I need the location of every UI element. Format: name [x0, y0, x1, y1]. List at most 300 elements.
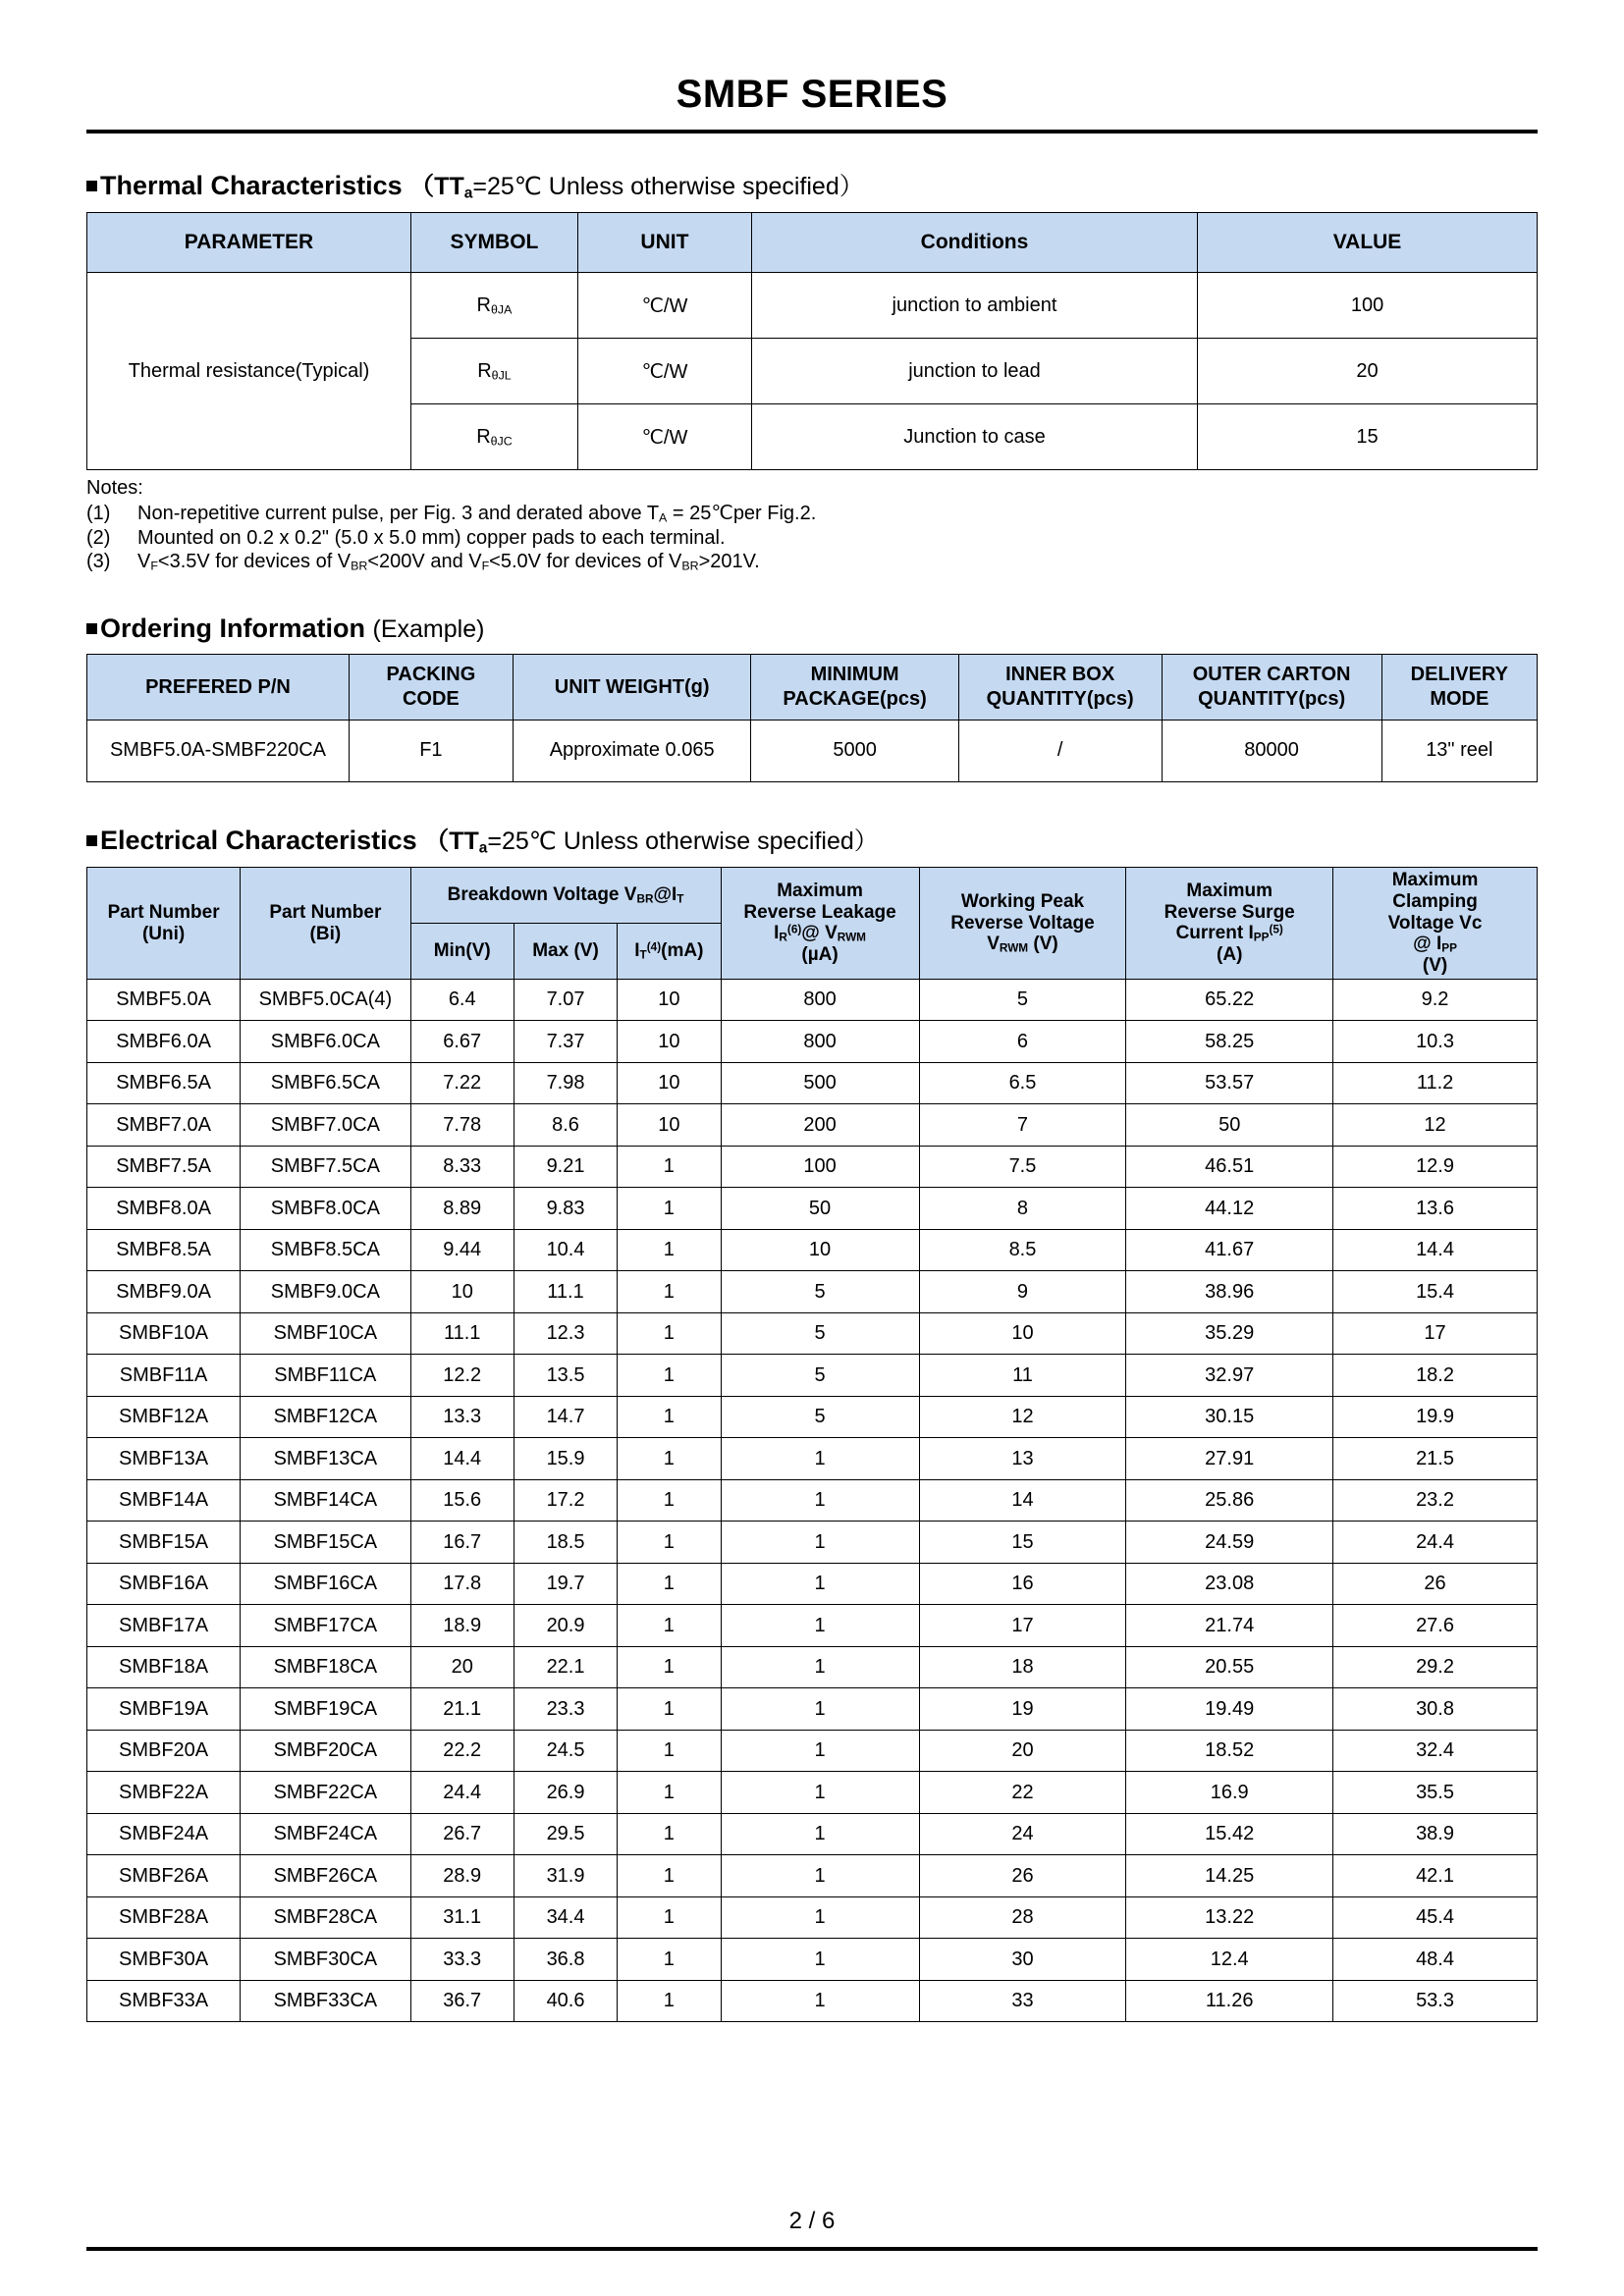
elec-col-breakdown-voltage-group: Breakdown Voltage $V_{BR}@I_T$: [410, 868, 721, 924]
elec-cell-vrwm: 22: [919, 1772, 1126, 1814]
table-row: [87, 1730, 1538, 1772]
elec-col-part-number-uni: Part Number (Uni): [87, 868, 241, 980]
elec-cell-vrwm: 6: [919, 1021, 1126, 1063]
elec-cell-bi: SMBF8.0CA: [241, 1188, 410, 1230]
elec-cell-ir: 1: [721, 1438, 919, 1480]
elec-cell-vc: 23.2: [1333, 1479, 1538, 1522]
elec-cell-ir: 1: [721, 1646, 919, 1688]
elec-cell-uni: SMBF22A: [87, 1772, 241, 1814]
elec-cell-ir: 200: [721, 1104, 919, 1147]
elec-cell-vrwm: 13: [919, 1438, 1126, 1480]
elec-cell-bi: SMBF10CA: [241, 1312, 410, 1355]
electrical-table-body: [87, 979, 1538, 2022]
elec-cell-it: 1: [618, 1688, 721, 1731]
elec-cell-min: 22.2: [410, 1730, 514, 1772]
table-row: [87, 1396, 1538, 1438]
elec-cell-ipp: 58.25: [1126, 1021, 1333, 1063]
elec-cell-uni: SMBF6.5A: [87, 1062, 241, 1104]
elec-cell-ipp: 15.42: [1126, 1813, 1333, 1855]
elec-cell-bi: SMBF33CA: [241, 1980, 410, 2022]
elec-cell-min: 8.89: [410, 1188, 514, 1230]
elec-cell-it: 1: [618, 1522, 721, 1564]
elec-cell-vrwm: 6.5: [919, 1062, 1126, 1104]
elec-cell-vc: 13.6: [1333, 1188, 1538, 1230]
table-row: [87, 273, 1538, 339]
list-item: [86, 526, 1538, 550]
elec-cell-bi: SMBF8.5CA: [241, 1229, 410, 1271]
elec-cell-uni: SMBF16A: [87, 1563, 241, 1605]
elec-cell-uni: SMBF20A: [87, 1730, 241, 1772]
page-footer: [86, 2208, 1538, 2251]
thermal-col-value: VALUE: [1198, 213, 1538, 273]
ordering-heading-label: Ordering Information: [100, 613, 365, 643]
elec-cell-vrwm: 11: [919, 1355, 1126, 1397]
elec-cell-max: 22.1: [514, 1646, 617, 1688]
elec-cell-vrwm: 19: [919, 1688, 1126, 1731]
ordering-col-minimum-package: MINIMUM PACKAGE(pcs): [751, 654, 958, 720]
ordering-section-heading: [86, 614, 1538, 644]
thermal-value: 100: [1198, 273, 1538, 339]
elec-cell-vrwm: 17: [919, 1605, 1126, 1647]
elec-cell-uni: SMBF7.5A: [87, 1146, 241, 1188]
elec-cell-uni: SMBF6.0A: [87, 1021, 241, 1063]
elec-cell-vrwm: 20: [919, 1730, 1126, 1772]
elec-cell-ipp: 21.74: [1126, 1605, 1333, 1647]
elec-cell-min: 12.2: [410, 1355, 514, 1397]
list-item: [86, 502, 1538, 526]
elec-cell-ipp: 44.12: [1126, 1188, 1333, 1230]
square-bullet-icon: [86, 623, 97, 634]
thermal-symbol: $R_{\theta JA}$: [411, 273, 578, 339]
square-bullet-icon: [86, 835, 97, 846]
elec-cell-bi: SMBF18CA: [241, 1646, 410, 1688]
table-row: [87, 720, 1538, 781]
elec-cell-it: 10: [618, 979, 721, 1021]
elec-cell-min: 24.4: [410, 1772, 514, 1814]
elec-cell-vc: 24.4: [1333, 1522, 1538, 1564]
note-number: (3): [86, 551, 111, 573]
elec-cell-ir: 1: [721, 1855, 919, 1897]
elec-cell-max: 17.2: [514, 1479, 617, 1522]
elec-cell-min: 14.4: [410, 1438, 514, 1480]
elec-cell-ipp: 38.96: [1126, 1271, 1333, 1313]
elec-cell-vc: 35.5: [1333, 1772, 1538, 1814]
elec-cell-bi: SMBF19CA: [241, 1688, 410, 1731]
elec-cell-uni: SMBF14A: [87, 1479, 241, 1522]
elec-cell-min: 20: [410, 1646, 514, 1688]
thermal-header-row: [87, 213, 1538, 273]
elec-cell-uni: SMBF9.0A: [87, 1271, 241, 1313]
elec-cell-it: 1: [618, 1980, 721, 2022]
electrical-characteristics-table: [86, 867, 1538, 2022]
page-title: SMBF SERIES: [676, 73, 948, 116]
thermal-symbol: $R_{\theta JC}$: [411, 404, 578, 470]
table-row: [87, 1438, 1538, 1480]
elec-cell-ir: 800: [721, 1021, 919, 1063]
thermal-symbol: $R_{\theta JL}$: [411, 339, 578, 404]
elec-cell-ir: 800: [721, 979, 919, 1021]
elec-cell-vc: 21.5: [1333, 1438, 1538, 1480]
thermal-heading-condition: （$TT_a=25℃$ Unless otherwise specified）: [409, 173, 864, 202]
elec-cell-vrwm: 7: [919, 1104, 1126, 1147]
elec-cell-it: 1: [618, 1855, 721, 1897]
elec-cell-bi: SMBF17CA: [241, 1605, 410, 1647]
elec-cell-max: 8.6: [514, 1104, 617, 1147]
elec-cell-uni: SMBF15A: [87, 1522, 241, 1564]
thermal-condition: junction to ambient: [751, 273, 1197, 339]
page-number: 2 / 6: [788, 2208, 836, 2234]
elec-cell-max: 14.7: [514, 1396, 617, 1438]
elec-cell-bi: SMBF14CA: [241, 1479, 410, 1522]
elec-cell-bi: SMBF11CA: [241, 1355, 410, 1397]
thermal-col-parameter: PARAMETER: [87, 213, 411, 273]
elec-cell-min: 13.3: [410, 1396, 514, 1438]
elec-cell-it: 1: [618, 1146, 721, 1188]
elec-cell-min: 28.9: [410, 1855, 514, 1897]
elec-cell-ir: 1: [721, 1896, 919, 1939]
elec-cell-vc: 12: [1333, 1104, 1538, 1147]
elec-cell-it: 1: [618, 1772, 721, 1814]
elec-cell-vrwm: 7.5: [919, 1146, 1126, 1188]
electrical-header-row-1: [87, 868, 1538, 924]
thermal-characteristics-table: [86, 212, 1538, 470]
elec-col-max-clamping-voltage: Maximum Clamping Voltage Vc @ $I_{PP}$ (V): [1333, 868, 1538, 980]
elec-cell-uni: SMBF8.0A: [87, 1188, 241, 1230]
elec-cell-ipp: 18.52: [1126, 1730, 1333, 1772]
elec-cell-max: 11.1: [514, 1271, 617, 1313]
thermal-section-heading: [86, 167, 1538, 202]
elec-cell-vc: 30.8: [1333, 1688, 1538, 1731]
elec-cell-uni: SMBF33A: [87, 1980, 241, 2022]
footer-divider: [86, 2247, 1538, 2251]
note-number: (2): [86, 526, 111, 549]
elec-cell-min: 15.6: [410, 1479, 514, 1522]
elec-cell-bi: SMBF15CA: [241, 1522, 410, 1564]
elec-cell-it: 1: [618, 1646, 721, 1688]
thermal-heading-label: Thermal Characteristics: [100, 171, 403, 200]
elec-cell-bi: SMBF9.0CA: [241, 1271, 410, 1313]
ordering-packing-code: F1: [349, 720, 513, 781]
elec-cell-bi: SMBF24CA: [241, 1813, 410, 1855]
elec-cell-vrwm: 9: [919, 1271, 1126, 1313]
elec-cell-max: 40.6: [514, 1980, 617, 2022]
thermal-unit: ℃/W: [577, 404, 751, 470]
elec-cell-vrwm: 33: [919, 1980, 1126, 2022]
elec-cell-max: 7.37: [514, 1021, 617, 1063]
thermal-value: 15: [1198, 404, 1538, 470]
elec-cell-bi: SMBF7.5CA: [241, 1146, 410, 1188]
elec-cell-it: 10: [618, 1104, 721, 1147]
elec-cell-it: 1: [618, 1396, 721, 1438]
electrical-section-heading: [86, 822, 1538, 857]
elec-cell-ipp: 46.51: [1126, 1146, 1333, 1188]
table-row: [87, 1104, 1538, 1147]
note-text: Non-repetitive current pulse, per Fig. 3 and derated above $T_A$ = 25℃per Fig.2.: [137, 502, 817, 525]
elec-cell-vrwm: 8: [919, 1188, 1126, 1230]
ordering-delivery-mode: 13" reel: [1381, 720, 1537, 781]
table-row: [87, 1896, 1538, 1939]
elec-cell-uni: SMBF17A: [87, 1605, 241, 1647]
ordering-unit-weight: Approximate 0.065: [513, 720, 751, 781]
elec-cell-it: 1: [618, 1271, 721, 1313]
table-row: [87, 1062, 1538, 1104]
notes-block: [86, 476, 1538, 573]
ordering-col-preferred-pn: PREFERED P/N: [87, 654, 350, 720]
elec-col-breakdown-min: Min(V): [410, 924, 514, 980]
elec-cell-ipp: 12.4: [1126, 1939, 1333, 1981]
elec-cell-min: 11.1: [410, 1312, 514, 1355]
elec-cell-it: 1: [618, 1605, 721, 1647]
elec-cell-max: 7.07: [514, 979, 617, 1021]
elec-cell-it: 1: [618, 1188, 721, 1230]
elec-cell-min: 18.9: [410, 1605, 514, 1647]
elec-cell-uni: SMBF19A: [87, 1688, 241, 1731]
electrical-heading-label: Electrical Characteristics: [100, 825, 417, 855]
elec-cell-max: 9.21: [514, 1146, 617, 1188]
elec-cell-vc: 18.2: [1333, 1355, 1538, 1397]
elec-cell-max: 24.5: [514, 1730, 617, 1772]
elec-cell-max: 10.4: [514, 1229, 617, 1271]
elec-cell-max: 15.9: [514, 1438, 617, 1480]
thermal-condition: junction to lead: [751, 339, 1197, 404]
elec-cell-min: 10: [410, 1271, 514, 1313]
elec-cell-vc: 45.4: [1333, 1896, 1538, 1939]
elec-cell-vc: 12.9: [1333, 1146, 1538, 1188]
elec-cell-uni: SMBF24A: [87, 1813, 241, 1855]
elec-cell-uni: SMBF26A: [87, 1855, 241, 1897]
ordering-inner-box-qty: /: [958, 720, 1162, 781]
elec-cell-ir: 5: [721, 1312, 919, 1355]
electrical-heading-condition: （$TT_a=25℃$ Unless otherwise specified）: [424, 827, 879, 857]
elec-cell-bi: SMBF22CA: [241, 1772, 410, 1814]
elec-cell-ipp: 32.97: [1126, 1355, 1333, 1397]
elec-cell-ipp: 30.15: [1126, 1396, 1333, 1438]
elec-cell-vrwm: 5: [919, 979, 1126, 1021]
elec-cell-bi: SMBF6.0CA: [241, 1021, 410, 1063]
elec-cell-vrwm: 12: [919, 1396, 1126, 1438]
elec-cell-bi: SMBF6.5CA: [241, 1062, 410, 1104]
elec-cell-bi: SMBF12CA: [241, 1396, 410, 1438]
elec-cell-ir: 1: [721, 1813, 919, 1855]
table-row: [87, 1522, 1538, 1564]
elec-cell-min: 6.4: [410, 979, 514, 1021]
elec-cell-it: 1: [618, 1312, 721, 1355]
elec-cell-max: 12.3: [514, 1312, 617, 1355]
elec-cell-min: 26.7: [410, 1813, 514, 1855]
thermal-condition: Junction to case: [751, 404, 1197, 470]
elec-cell-min: 9.44: [410, 1229, 514, 1271]
elec-cell-ipp: 13.22: [1126, 1896, 1333, 1939]
table-row: [87, 1271, 1538, 1313]
ordering-col-delivery-mode: DELIVERY MODE: [1381, 654, 1537, 720]
elec-cell-ipp: 11.26: [1126, 1980, 1333, 2022]
elec-cell-uni: SMBF7.0A: [87, 1104, 241, 1147]
table-row: [87, 979, 1538, 1021]
elec-cell-uni: SMBF8.5A: [87, 1229, 241, 1271]
thermal-col-unit: UNIT: [577, 213, 751, 273]
elec-cell-min: 6.67: [410, 1021, 514, 1063]
elec-cell-min: 17.8: [410, 1563, 514, 1605]
elec-cell-vc: 29.2: [1333, 1646, 1538, 1688]
elec-cell-it: 10: [618, 1021, 721, 1063]
table-row: [87, 1563, 1538, 1605]
elec-cell-ir: 5: [721, 1271, 919, 1313]
elec-cell-min: 36.7: [410, 1980, 514, 2022]
thermal-unit: ℃/W: [577, 273, 751, 339]
elec-col-part-number-bi: Part Number (Bi): [241, 868, 410, 980]
elec-cell-ir: 1: [721, 1730, 919, 1772]
elec-cell-max: 23.3: [514, 1688, 617, 1731]
elec-cell-ipp: 14.25: [1126, 1855, 1333, 1897]
square-bullet-icon: [86, 181, 97, 191]
table-row: [87, 1479, 1538, 1522]
elec-cell-vrwm: 14: [919, 1479, 1126, 1522]
elec-cell-vrwm: 24: [919, 1813, 1126, 1855]
elec-cell-ipp: 20.55: [1126, 1646, 1333, 1688]
elec-cell-vc: 14.4: [1333, 1229, 1538, 1271]
elec-cell-max: 20.9: [514, 1605, 617, 1647]
table-row: [87, 1939, 1538, 1981]
ordering-col-unit-weight: UNIT WEIGHT(g): [513, 654, 751, 720]
elec-cell-ir: 1: [721, 1772, 919, 1814]
elec-cell-bi: SMBF20CA: [241, 1730, 410, 1772]
elec-cell-min: 8.33: [410, 1146, 514, 1188]
elec-cell-min: 31.1: [410, 1896, 514, 1939]
thermal-parameter-label: Thermal resistance(Typical): [87, 273, 411, 470]
elec-cell-ir: 50: [721, 1188, 919, 1230]
elec-cell-it: 1: [618, 1813, 721, 1855]
elec-cell-ir: 1: [721, 1563, 919, 1605]
elec-cell-max: 13.5: [514, 1355, 617, 1397]
elec-cell-it: 1: [618, 1939, 721, 1981]
elec-cell-ir: 1: [721, 1939, 919, 1981]
elec-cell-vrwm: 18: [919, 1646, 1126, 1688]
elec-cell-vrwm: 15: [919, 1522, 1126, 1564]
list-item: [86, 550, 1538, 574]
note-text: $V_F<3.5V$ for devices of $V_{BR}<200V$ and $V_F<5.0V$ for devices of $V_{BR}>201V$.: [137, 551, 760, 573]
elec-cell-min: 16.7: [410, 1522, 514, 1564]
elec-cell-uni: SMBF28A: [87, 1896, 241, 1939]
notes-title: Notes:: [86, 477, 143, 500]
ordering-col-inner-box-qty: INNER BOX QUANTITY(pcs): [958, 654, 1162, 720]
elec-cell-it: 1: [618, 1355, 721, 1397]
elec-cell-vc: 42.1: [1333, 1855, 1538, 1897]
elec-col-max-reverse-surge-current: Maximum Reverse Surge Current $I_{PP}^{(5)}$ (A): [1126, 868, 1333, 980]
note-number: (1): [86, 502, 111, 524]
ordering-header-row: [87, 654, 1538, 720]
elec-cell-vc: 19.9: [1333, 1396, 1538, 1438]
elec-cell-max: 29.5: [514, 1813, 617, 1855]
elec-cell-vrwm: 28: [919, 1896, 1126, 1939]
elec-cell-it: 1: [618, 1896, 721, 1939]
table-row: [87, 1813, 1538, 1855]
table-row: [87, 1021, 1538, 1063]
elec-cell-it: 1: [618, 1438, 721, 1480]
elec-col-breakdown-it: $I_T^{(4)}(mA)$: [618, 924, 721, 980]
elec-cell-ipp: 50: [1126, 1104, 1333, 1147]
elec-cell-vrwm: 30: [919, 1939, 1126, 1981]
thermal-value: 20: [1198, 339, 1538, 404]
ordering-col-packing-code: PACKING CODE: [349, 654, 513, 720]
elec-cell-min: 7.22: [410, 1062, 514, 1104]
elec-cell-vc: 53.3: [1333, 1980, 1538, 2022]
elec-cell-ipp: 19.49: [1126, 1688, 1333, 1731]
elec-cell-ir: 1: [721, 1605, 919, 1647]
elec-cell-ipp: 65.22: [1126, 979, 1333, 1021]
elec-cell-bi: SMBF26CA: [241, 1855, 410, 1897]
elec-cell-ir: 500: [721, 1062, 919, 1104]
elec-cell-ir: 10: [721, 1229, 919, 1271]
table-row: [87, 1312, 1538, 1355]
elec-cell-vc: 9.2: [1333, 979, 1538, 1021]
elec-cell-uni: SMBF10A: [87, 1312, 241, 1355]
elec-cell-max: 9.83: [514, 1188, 617, 1230]
table-row: [87, 1980, 1538, 2022]
ordering-preferred-pn: SMBF5.0A-SMBF220CA: [87, 720, 350, 781]
elec-cell-vc: 15.4: [1333, 1271, 1538, 1313]
elec-cell-uni: SMBF13A: [87, 1438, 241, 1480]
table-row: [87, 1772, 1538, 1814]
elec-cell-uni: SMBF30A: [87, 1939, 241, 1981]
elec-cell-uni: SMBF11A: [87, 1355, 241, 1397]
table-row: [87, 1229, 1538, 1271]
elec-cell-vc: 11.2: [1333, 1062, 1538, 1104]
note-text: Mounted on 0.2 x 0.2" (5.0 x 5.0 mm) copper pads to each terminal.: [137, 526, 726, 549]
elec-cell-ir: 1: [721, 1522, 919, 1564]
elec-col-working-peak-reverse-voltage: Working Peak Reverse Voltage $V_{RWM}$ (V): [919, 868, 1126, 980]
elec-cell-ipp: 53.57: [1126, 1062, 1333, 1104]
elec-cell-it: 1: [618, 1563, 721, 1605]
elec-cell-vc: 27.6: [1333, 1605, 1538, 1647]
elec-cell-bi: SMBF28CA: [241, 1896, 410, 1939]
elec-cell-bi: SMBF13CA: [241, 1438, 410, 1480]
elec-cell-it: 10: [618, 1062, 721, 1104]
elec-cell-min: 21.1: [410, 1688, 514, 1731]
elec-cell-ir: 100: [721, 1146, 919, 1188]
elec-col-max-reverse-leakage: Maximum Reverse Leakage $I_R^{(6)}@$ $V_{RWM}$ (µA): [721, 868, 919, 980]
elec-cell-vc: 10.3: [1333, 1021, 1538, 1063]
elec-cell-vrwm: 8.5: [919, 1229, 1126, 1271]
elec-cell-vc: 32.4: [1333, 1730, 1538, 1772]
elec-cell-uni: SMBF18A: [87, 1646, 241, 1688]
table-row: [87, 1188, 1538, 1230]
table-row: [87, 1646, 1538, 1688]
thermal-col-symbol: SYMBOL: [411, 213, 578, 273]
elec-cell-ir: 5: [721, 1355, 919, 1397]
elec-cell-ir: 1: [721, 1479, 919, 1522]
title-divider: [86, 130, 1538, 133]
elec-cell-it: 1: [618, 1229, 721, 1271]
elec-cell-bi: SMBF30CA: [241, 1939, 410, 1981]
elec-cell-max: 18.5: [514, 1522, 617, 1564]
elec-cell-it: 1: [618, 1479, 721, 1522]
ordering-minimum-package: 5000: [751, 720, 958, 781]
elec-cell-max: 26.9: [514, 1772, 617, 1814]
elec-cell-max: 19.7: [514, 1563, 617, 1605]
table-row: [87, 1688, 1538, 1731]
ordering-outer-carton-qty: 80000: [1162, 720, 1381, 781]
elec-cell-max: 34.4: [514, 1896, 617, 1939]
table-row: [87, 1605, 1538, 1647]
elec-cell-ipp: 27.91: [1126, 1438, 1333, 1480]
table-row: [87, 1855, 1538, 1897]
elec-cell-vrwm: 10: [919, 1312, 1126, 1355]
ordering-heading-suffix: (Example): [372, 614, 485, 643]
ordering-col-outer-carton-qty: OUTER CARTON QUANTITY(pcs): [1162, 654, 1381, 720]
elec-cell-vc: 17: [1333, 1312, 1538, 1355]
elec-cell-ir: 1: [721, 1980, 919, 2022]
elec-cell-ipp: 41.67: [1126, 1229, 1333, 1271]
